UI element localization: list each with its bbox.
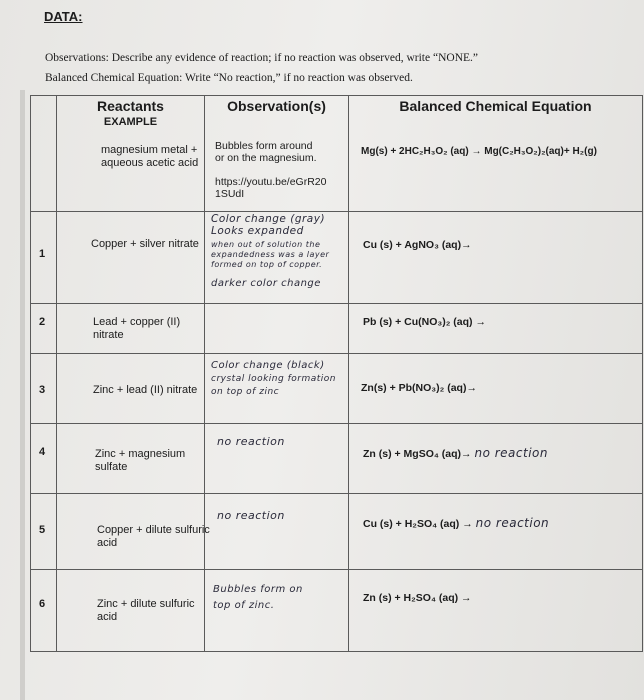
num-cell [31, 96, 57, 212]
table-row [31, 212, 643, 304]
equation-text: Cu (s) + H₂SO₄ (aq) → no reaction [363, 516, 550, 530]
observation-handwritten: Color change (black) [211, 360, 325, 371]
data-heading: DATA: [44, 9, 83, 24]
row-number: 3 [39, 384, 46, 396]
reactant-text: acid [97, 611, 118, 623]
example-observation-line2: or on the magnesium. [215, 152, 317, 164]
example-observation-line1: Bubbles form around [215, 140, 313, 152]
observation-header: Observation(s) [227, 98, 326, 114]
reactant-text: Zinc + lead (II) nitrate [93, 384, 198, 396]
paper-edge [20, 90, 25, 700]
data-table [30, 95, 643, 652]
observation-handwritten: no reaction [217, 509, 285, 522]
observation-handwritten: Bubbles form on [213, 584, 303, 595]
observation-handwritten: no reaction [217, 435, 285, 448]
row-number: 1 [39, 248, 46, 260]
example-label: EXAMPLE [103, 116, 158, 128]
table-row [31, 494, 643, 570]
example-reactant-line1: magnesium metal + [101, 144, 198, 156]
reactant-text: Copper + dilute sulfuric [97, 524, 210, 536]
example-equation: Mg(s) + 2HC₂H₃O₂ (aq) → Mg(C₂H₃O₂)₂(aq)+ H₂(g) [361, 146, 597, 157]
observation-handwritten: expandedness was a layer [211, 250, 330, 259]
observation-handwritten: Looks expanded [211, 225, 304, 237]
equation-text: Cu (s) + AgNO₃ (aq)→ [363, 239, 472, 251]
reactant-text: Copper + silver nitrate [91, 238, 199, 250]
observation-handwritten: darker color change [211, 278, 321, 289]
observation-handwritten: when out of solution the [211, 240, 321, 249]
reactant-text: Zinc + magnesium [95, 448, 186, 460]
reactants-header-cell [57, 96, 205, 212]
reactant-text: nitrate [93, 329, 124, 341]
observation-handwritten: Color change (gray) [211, 213, 326, 225]
equation-text: Zn (s) + MgSO₄ (aq)→ no reaction [363, 446, 548, 460]
observations-instruction: Observations: Describe any evidence of reaction; if no reaction was observed, write “NONE.” [45, 52, 479, 64]
example-video-link-line1[interactable]: https://youtu.be/eGrR20 [215, 176, 327, 188]
reactant-text: Zinc + dilute sulfuric [97, 598, 195, 610]
table-row-example [31, 96, 643, 212]
equation-header: Balanced Chemical Equation [399, 98, 592, 114]
row-number: 2 [39, 316, 46, 328]
equation-header-cell [349, 96, 643, 212]
row-number: 6 [39, 598, 46, 610]
reactants-header: Reactants [97, 98, 164, 114]
table-row [31, 354, 643, 424]
table-row [31, 424, 643, 494]
reactant-text: Lead + copper (II) [93, 316, 181, 328]
equation-handwritten: no reaction [474, 446, 548, 460]
reactant-text: sulfate [95, 461, 128, 473]
example-video-link-line2[interactable]: 1SUdI [215, 188, 245, 200]
observation-handwritten: crystal looking formation [211, 374, 336, 384]
observation-handwritten: formed on top of copper. [211, 260, 323, 269]
observation-handwritten: top of zinc. [213, 600, 275, 611]
observation-handwritten: on top of zinc [211, 387, 280, 397]
equation-text: Zn(s) + Pb(NO₃)₂ (aq)→ [361, 382, 477, 394]
equation-text: Zn (s) + H₂SO₄ (aq) → [363, 592, 472, 604]
row-number: 5 [39, 524, 46, 536]
reactant-text: acid [97, 537, 118, 549]
observation-header-cell [205, 96, 349, 212]
table-row [31, 570, 643, 652]
row-number: 4 [39, 446, 46, 458]
equation-handwritten: no reaction [475, 516, 550, 530]
table-row [31, 304, 643, 354]
equation-instruction: Balanced Chemical Equation: Write “No reaction,” if no reaction was observed. [45, 72, 413, 84]
example-reactant-line2: aqueous acetic acid [101, 157, 199, 169]
equation-text: Pb (s) + Cu(NO₃)₂ (aq) → [363, 316, 486, 328]
